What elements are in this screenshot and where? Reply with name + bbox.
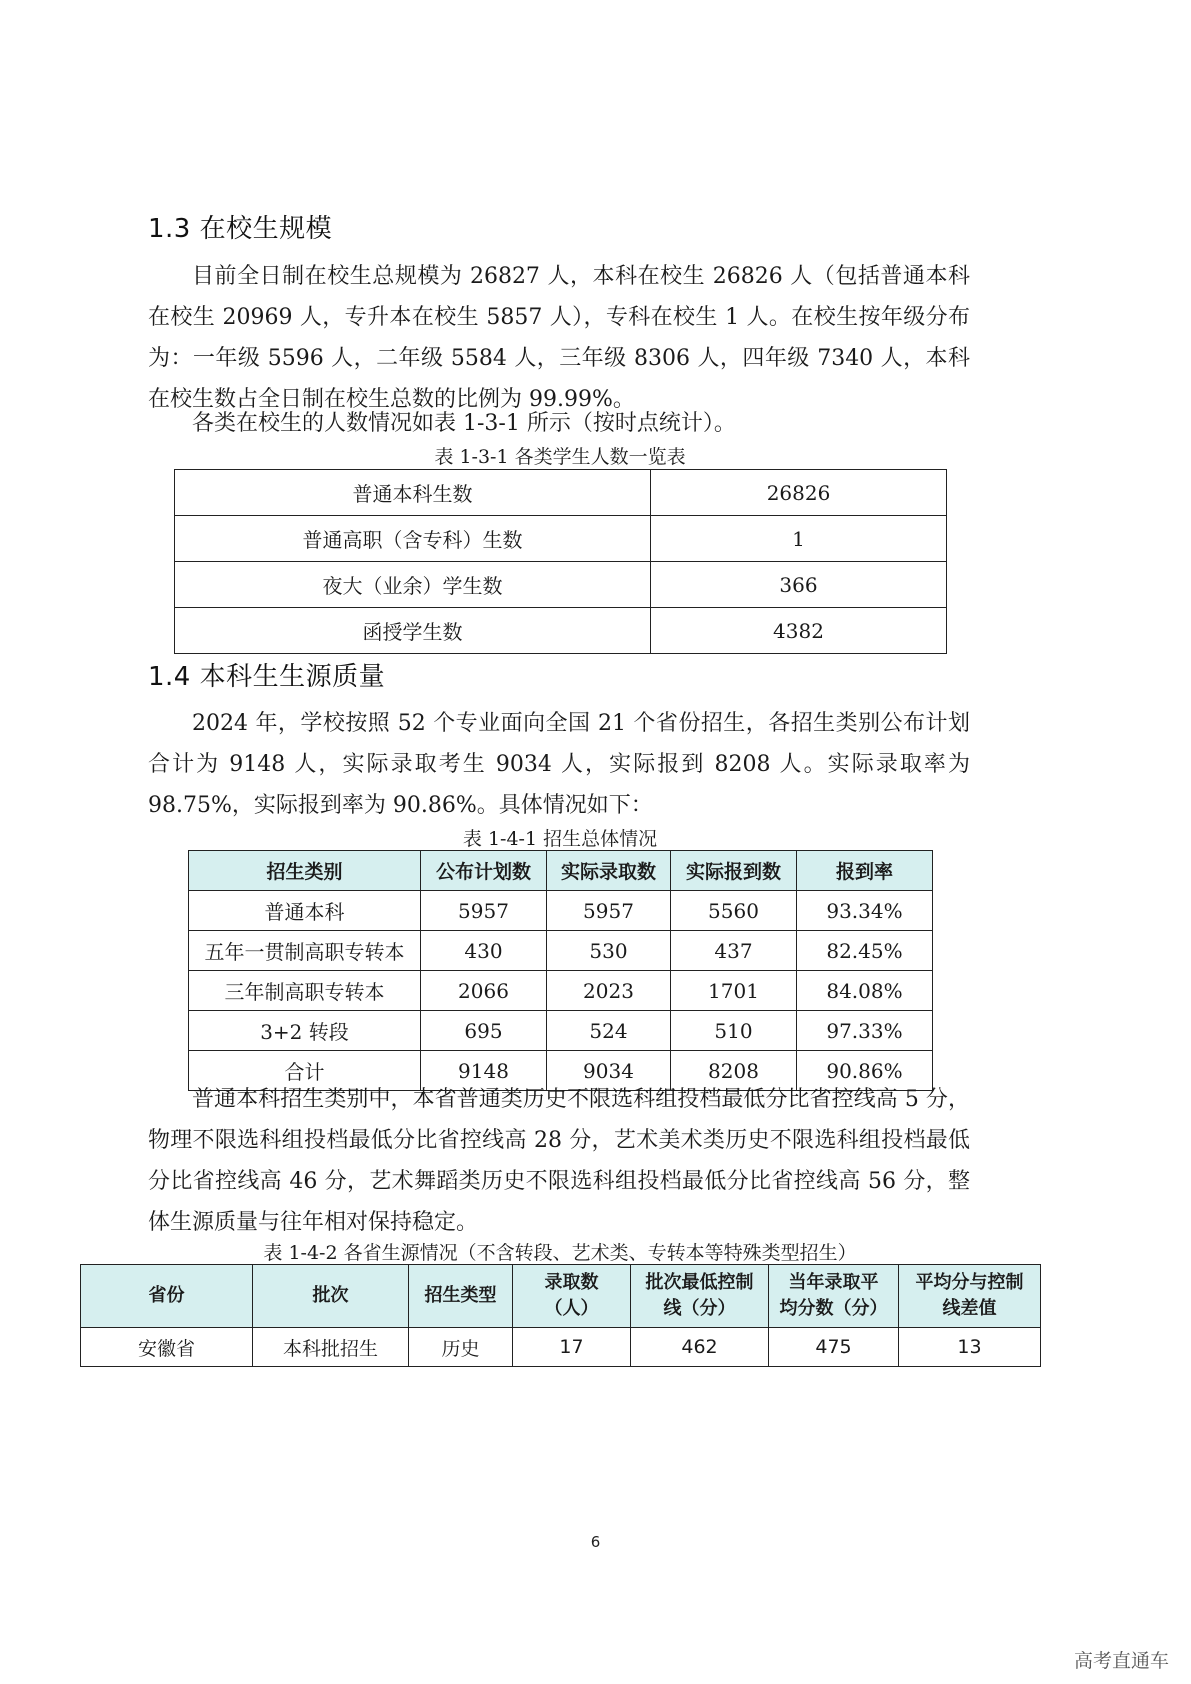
- section-heading-1-4: 1.4 本科生生源质量: [148, 662, 386, 692]
- column-header: [409, 1265, 513, 1328]
- table-cell-label: 函授学生数: [175, 608, 651, 654]
- table-cell-label: 普通本科生数: [175, 470, 651, 516]
- table-cell: 5957: [421, 891, 547, 931]
- table-cell-value: 366: [651, 562, 947, 608]
- table-row: [175, 562, 947, 608]
- header-line: 招生类型: [424, 1285, 497, 1306]
- province-source-table: [80, 1264, 1041, 1367]
- paragraph-table-intro: 各类在校生的人数情况如表 1-3-1 所示（按时点统计）。: [192, 411, 736, 436]
- column-header: [253, 1265, 409, 1328]
- admission-overview-table: [188, 850, 933, 1091]
- table-cell: 三年制高职专转本: [189, 971, 421, 1011]
- watermark-text: 高考直通车: [1073, 1650, 1169, 1672]
- table-cell: 普通本科: [189, 891, 421, 931]
- table-cell: 历史: [409, 1328, 513, 1367]
- table-cell: 84.08%: [797, 971, 933, 1011]
- table-cell: 437: [671, 931, 797, 971]
- table-cell-label: 夜大（业余）学生数: [175, 562, 651, 608]
- table-cell-value: 26826: [651, 470, 947, 516]
- table-cell: 5560: [671, 891, 797, 931]
- table-caption-1-3-1: 表 1-3-1 各类学生人数一览表: [434, 446, 686, 468]
- column-header: [81, 1265, 253, 1328]
- page-number: 6: [590, 1533, 601, 1551]
- column-header: 招生类别: [189, 851, 421, 891]
- table-cell: 五年一贯制高职专转本: [189, 931, 421, 971]
- header-line: 均分数（分）: [779, 1298, 888, 1319]
- header-line: 当年录取平: [788, 1272, 879, 1293]
- table-row: [175, 470, 947, 516]
- header-line: 批次: [312, 1285, 349, 1306]
- table-row: [189, 931, 933, 971]
- paragraph-admission-overview: 2024 年，学校按照 52 个专业面向全国 21 个省份招生，各招生类别公布计划合计为 9148 人，实际录取考生 9034 人，实际报到 8208 人。实际录取率为 98.75%，实际报到率为 90.86%。具体情况如下：: [148, 711, 970, 818]
- table-cell-label: 普通高职（含专科）生数: [175, 516, 651, 562]
- table-cell: 462: [631, 1328, 769, 1367]
- table-cell: 510: [671, 1011, 797, 1051]
- table-cell: 9148: [421, 1051, 547, 1091]
- table-cell: 8208: [671, 1051, 797, 1091]
- table-cell-value: 1: [651, 516, 947, 562]
- header-line: （人）: [544, 1298, 599, 1319]
- column-header: 实际报到数: [671, 851, 797, 891]
- student-count-table: [174, 469, 947, 654]
- table-cell: 17: [513, 1328, 631, 1367]
- table-row: [189, 1011, 933, 1051]
- table-cell: 530: [547, 931, 671, 971]
- table-cell: 9034: [547, 1051, 671, 1091]
- table-cell: 2066: [421, 971, 547, 1011]
- header-line: 批次最低控制: [645, 1272, 754, 1293]
- header-line: 平均分与控制: [915, 1272, 1024, 1293]
- table-row: [189, 971, 933, 1011]
- table-cell: 2023: [547, 971, 671, 1011]
- table-cell: 524: [547, 1011, 671, 1051]
- column-header: [899, 1265, 1041, 1328]
- table-cell: 475: [769, 1328, 899, 1367]
- paragraph-score-quality: 普通本科招生类别中，本省普通类历史不限选科组投档最低分比省控线高 5 分，物理不限选科组投档最低分比省控线高 28 分，艺术美术类历史不限选科组投档最低分比省控线高 46 分，艺术舞蹈类历史不限选科组投档最低分比省控线高 56 分，整体生源质量与往年相对保持稳定。: [148, 1087, 970, 1235]
- table-caption-1-4-1: 表 1-4-1 招生总体情况: [462, 828, 658, 850]
- table-cell: 1701: [671, 971, 797, 1011]
- table-cell: 430: [421, 931, 547, 971]
- column-header: [513, 1265, 631, 1328]
- table-header-row: [189, 851, 933, 891]
- table-caption-1-4-2: 表 1-4-2 各省生源情况（不含转段、艺术类、专转本等特殊类型招生）: [263, 1242, 857, 1264]
- table-row: [175, 608, 947, 654]
- header-line: 线（分）: [663, 1298, 736, 1319]
- column-header: 实际录取数: [547, 851, 671, 891]
- table-cell: 13: [899, 1328, 1041, 1367]
- header-line: 录取数: [544, 1272, 599, 1293]
- table-cell: 3+2 转段: [189, 1011, 421, 1051]
- header-line: 线差值: [942, 1298, 997, 1319]
- column-header: [769, 1265, 899, 1328]
- table-cell-value: 4382: [651, 608, 947, 654]
- table-row: [175, 516, 947, 562]
- table-header-row: [81, 1265, 1041, 1328]
- table-cell: 93.34%: [797, 891, 933, 931]
- table-cell: 5957: [547, 891, 671, 931]
- table-cell: 安徽省: [81, 1328, 253, 1367]
- column-header: 公布计划数: [421, 851, 547, 891]
- table-cell: 本科批招生: [253, 1328, 409, 1367]
- table-cell: 695: [421, 1011, 547, 1051]
- column-header: 报到率: [797, 851, 933, 891]
- paragraph-enrollment-scale: 目前全日制在校生总规模为 26827 人，本科在校生 26826 人（包括普通本科在校生 20969 人，专升本在校生 5857 人），专科在校生 1 人。在校生按年级分布为：一年级 5596 人，二年级 5584 人，三年级 8306 人，四年级 7340 人，本科在校生数占全日制在校生总数的比例为 99.99%。: [148, 264, 970, 412]
- table-row: [81, 1328, 1041, 1367]
- table-row: [189, 891, 933, 931]
- column-header: [631, 1265, 769, 1328]
- table-cell: 90.86%: [797, 1051, 933, 1091]
- table-cell: 97.33%: [797, 1011, 933, 1051]
- table-cell: 合计: [189, 1051, 421, 1091]
- section-heading-1-3: 1.3 在校生规模: [148, 214, 333, 244]
- header-line: 省份: [148, 1285, 185, 1306]
- table-cell: 82.45%: [797, 931, 933, 971]
